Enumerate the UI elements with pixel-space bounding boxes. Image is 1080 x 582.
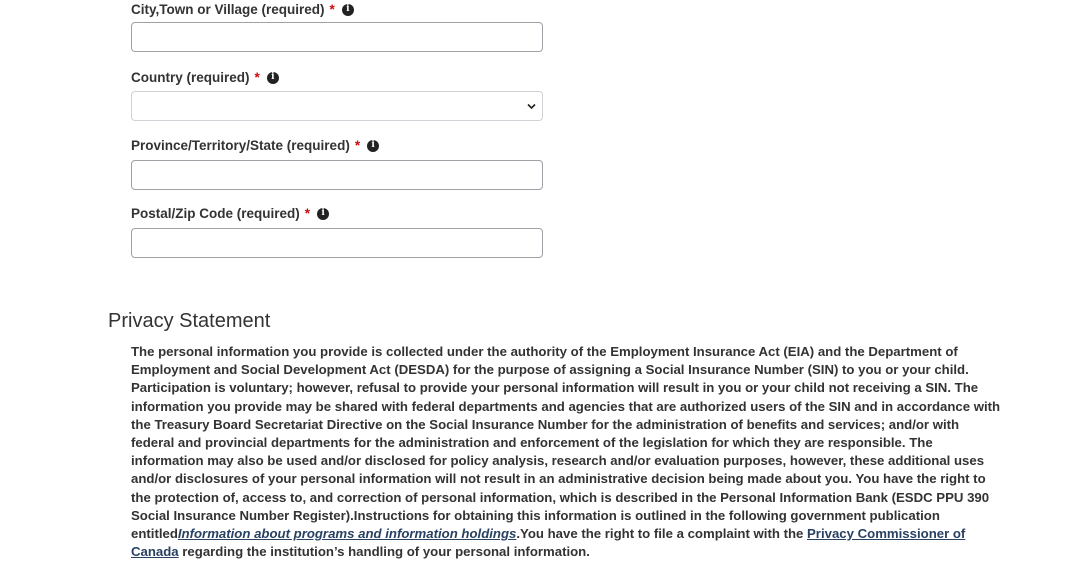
info-programs-link[interactable]: Information about programs and information holdings: [177, 526, 517, 542]
privacy-title: Privacy Statement: [108, 310, 271, 332]
province-input[interactable]: [131, 160, 543, 190]
privacy-text-part: The personal information you provide is collected under the authority of the Employment Insurance Act (EIA) and the Department of Employment and Social Development Act (DESDA) for the purpose of assigning a Social Insurance Number (SIN) to you or your child. Participation is voluntary; however, refusal to provide your personal information will result in you or your child not receiving a SIN. The information you provide may be shared with federal departments and agencies that are authorized users of the SIN and in accordance with the Treasury Board Secretariat Directive on the Social Insurance Number for the administration of benefits and services; and/or with federal and provincial departments for the administration and enforcement of the legislation for which they are responsible. The information may also be used and/or disclosed for policy analysis, research and/or evaluation purposes, however, these additional uses and/or disclosures of your personal information will not result in an administrative decision being made about you. You have the right to the protection of, access to, and correction of personal information, which is described in the Personal Information Bank (ESDC PPU 390 Social Insurance Number Register).Instructions for obtaining this information is outlined in the following government publication entitled: [131, 344, 1001, 542]
chevron-down-icon: [527, 103, 536, 110]
info-circle-icon[interactable]: i: [342, 4, 354, 16]
province-label: [131, 138, 379, 153]
privacy-statement-text: [131, 343, 1003, 561]
city-label-text: City,Town or Village (required): [131, 2, 325, 17]
info-circle-icon[interactable]: i: [367, 140, 379, 152]
required-asterisk: *: [354, 138, 361, 153]
info-circle-icon[interactable]: i: [267, 72, 279, 84]
postal-label: [131, 206, 329, 221]
privacy-text-part: .You have the right to file a complaint with the: [516, 526, 808, 542]
required-asterisk: *: [329, 2, 335, 17]
country-label-text: Country (required): [131, 70, 250, 85]
city-input[interactable]: [131, 22, 543, 52]
country-select[interactable]: [131, 91, 543, 121]
required-asterisk: *: [304, 206, 311, 221]
privacy-commissioner-link[interactable]: Privacy Commissioner of Canada: [131, 526, 966, 560]
info-circle-icon[interactable]: i: [317, 208, 329, 220]
city-label: [131, 2, 354, 17]
privacy-text-part: regarding the institution’s handling of your personal information.: [178, 544, 590, 560]
country-label: [131, 70, 279, 85]
required-asterisk: *: [254, 70, 260, 85]
postal-input[interactable]: [131, 228, 543, 258]
postal-label-text: Postal/Zip Code (required): [131, 206, 300, 221]
province-label-text: Province/Territory/State (required): [131, 138, 350, 153]
